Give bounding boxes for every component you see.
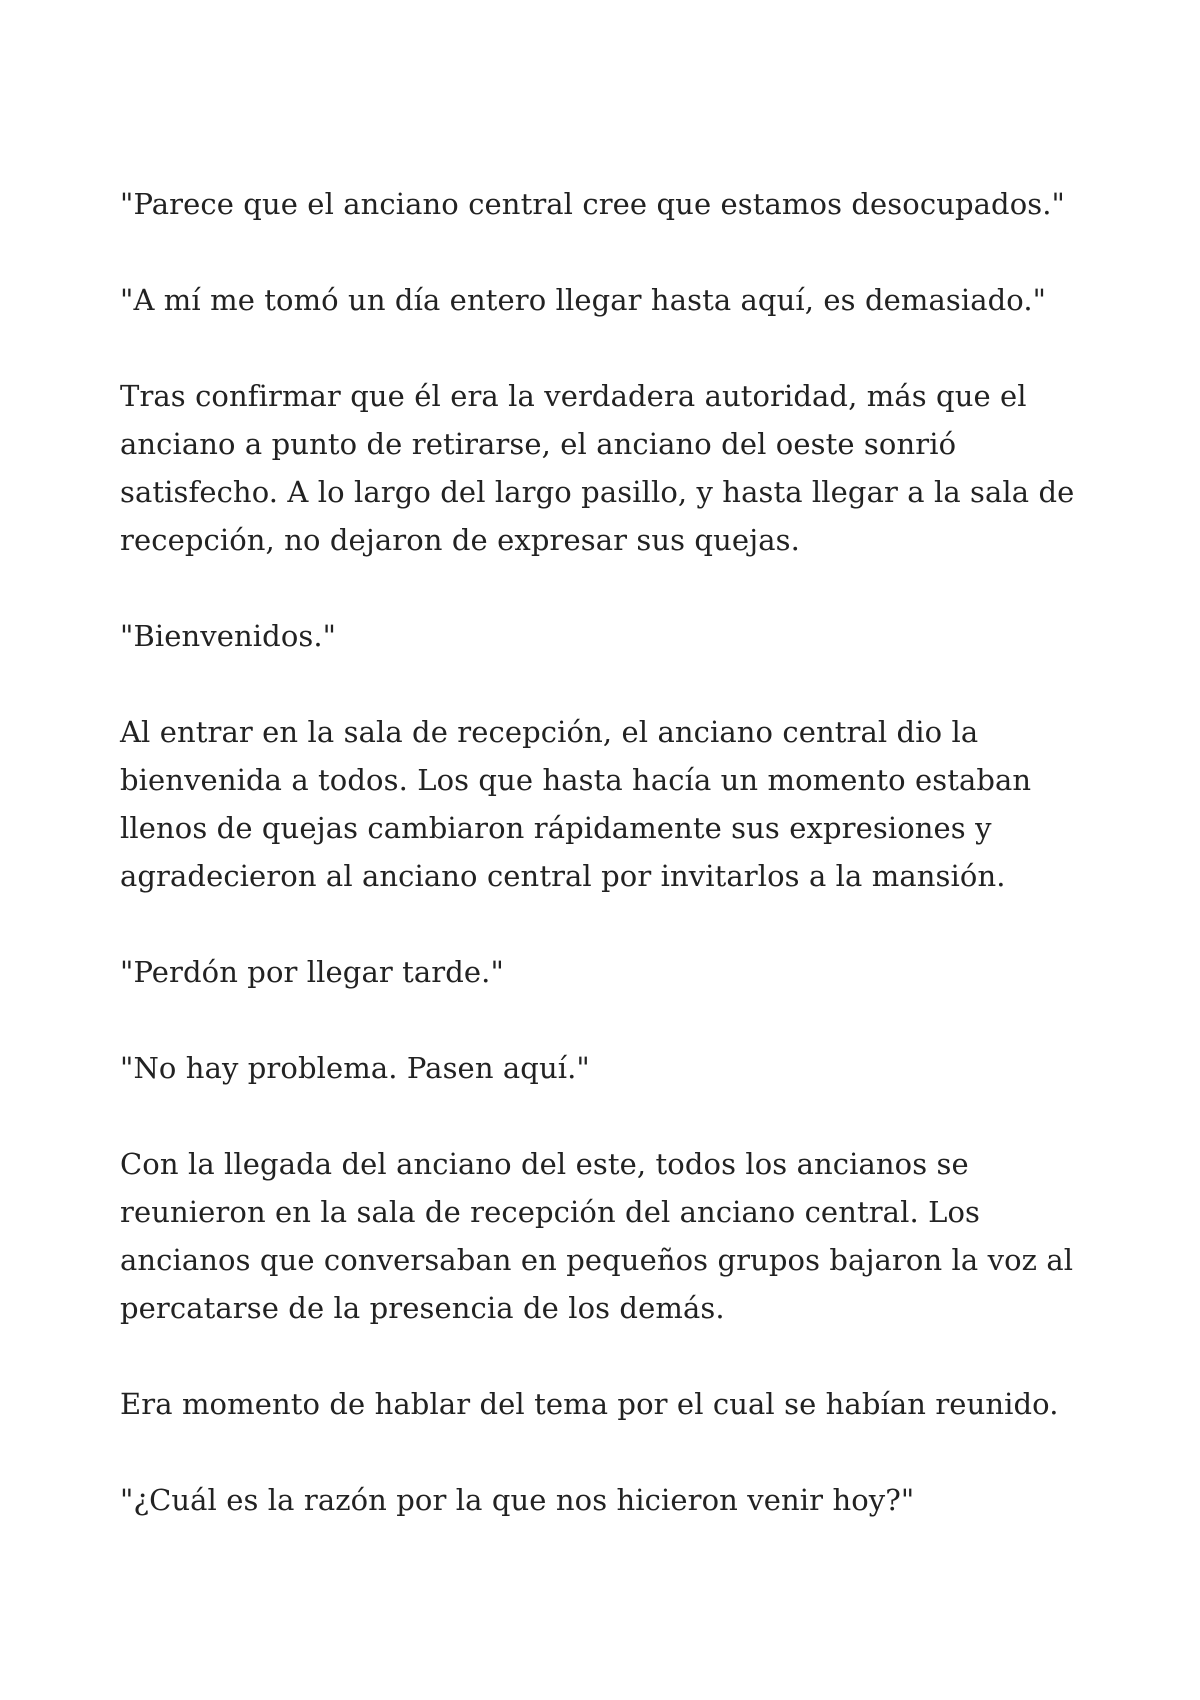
paragraph-5: Al entrar en la sala de recepción, el anciano central dio la bienvenida a todos. Los que hasta hacía un momento estaban llenos de quejas cambiaron rápidamente sus expresiones y agradecieron al anciano central por invitarlos a la mansión. (120, 715, 1032, 893)
paragraph-1: "Parece que el anciano central cree que estamos desocupados." (120, 187, 1065, 221)
document-body (120, 180, 1100, 1572)
paragraph-2: "A mí me tomó un día entero llegar hasta aquí, es demasiado." (120, 283, 1047, 317)
paragraph-4: "Bienvenidos." (120, 619, 337, 653)
paragraph-8: Con la llegada del anciano del este, todos los ancianos se reunieron en la sala de recepción del anciano central. Los ancianos que conversaban en pequeños grupos bajaron la voz al percatarse de la presencia de los demás. (120, 1147, 1074, 1325)
paragraph-9: Era momento de hablar del tema por el cual se habían reunido. (120, 1387, 1059, 1421)
paragraph-3: Tras confirmar que él era la verdadera autoridad, más que el anciano a punto de retirarse, el anciano del oeste sonrió satisfecho. A lo largo del largo pasillo, y hasta llegar a la sala de recepción, no dejaron de expresar sus quejas. (120, 379, 1075, 557)
paragraph-6: "Perdón por llegar tarde." (120, 955, 504, 989)
paragraph-10: "¿Cuál es la razón por la que nos hicieron venir hoy?" (120, 1483, 915, 1517)
paragraph-7: "No hay problema. Pasen aquí." (120, 1051, 590, 1085)
